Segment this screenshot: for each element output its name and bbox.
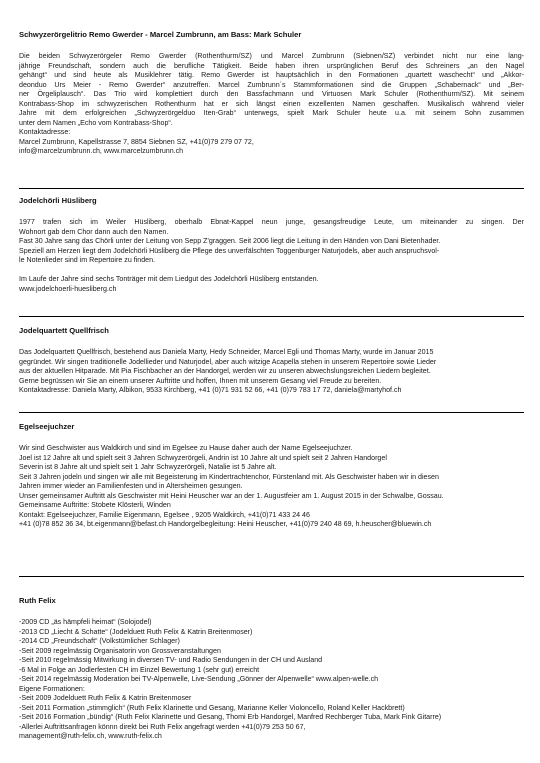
section-heading: Schwyzerörgelitrio Remo Gwerder - Marcel Zumbrunn, am Bass: Mark Schuler <box>19 30 302 39</box>
section-divider <box>19 412 524 413</box>
text-line: Kontaktadresse: <box>19 128 71 136</box>
list-item: -2009 CD „äs hämpfeli heimat“ (Solojodel) <box>19 618 152 626</box>
list-item: -Seit 2010 regelmässig Mitwirkung in diversen TV- und Radio Sendungen in der CH und Ausland <box>19 656 323 664</box>
section-divider <box>19 316 524 317</box>
text-line: Jahre mit dem erfolgreichen „Schwyzerörgelduo Iten-Grab“ unterwegs, spielt Mark Schuler heute u.a. mit seinem Sohn zusammen <box>19 109 524 117</box>
section-egelseejuchzer <box>19 422 524 530</box>
text-line: Marcel Zumbrunn, Kapellstrasse 7, 8854 Siebnen SZ, +41(0)79 279 07 72, <box>19 137 254 146</box>
section-jodelchoerli-huesliberg <box>19 196 524 294</box>
list-item: -Seit 2014 regelmässig Moderation bei TV-Alpenwelle, Live-Sendung „Gönner der Alpenwelle“ www.alpen-welle.ch <box>19 675 379 683</box>
section-body <box>19 618 524 742</box>
text-line: gehängt“ und sind heute als Musiklehrer tätig. Remo Gwerder ist hauptsächlich in den Formationen „quartett waschecht“ und „Akkor- <box>19 71 524 79</box>
text-line: Unser gemeinsamer Auftritt als Geschwister mit Heini Heuscher war an der 1. Augustfeier am 1. August 2015 in der Schwalbe, Gossau. <box>19 491 444 500</box>
paragraph-gap <box>19 266 524 276</box>
text-line: Seit 3 Jahren jodeln und singen wir alle mit Begeisterung im Kindertrachtenchor, Fürstenland mit. Als Geschwister haben wir in diesen <box>19 472 439 481</box>
section-schwyzeroergelitrio <box>19 30 524 157</box>
website-link[interactable]: www.jodelchoerli-huesliberg.ch <box>19 284 117 293</box>
list-item: -6 Mal in Folge an Jodlerfesten CH im Einzel Bewertung 1 (sehr gut) erreicht <box>19 665 260 674</box>
text-line: Speziell am Herzen liegt dem Jodelchörli Hüsliberg die Pflege des unverfälschten Toggenburger Naturjodels, aber auch anspruchsvol- <box>19 246 440 255</box>
section-body <box>19 444 524 530</box>
text-line: le Notenlieder sind im Repertoire zu finden. <box>19 256 156 264</box>
list-item: -2013 CD „Liecht & Schatte“ (Jodelduett Ruth Felix & Katrin Breitenmoser) <box>19 627 253 636</box>
list-item: -Seit 2011 Formation „stimmglich“ (Ruth Felix Klarinette und Gesang, Marianne Keller Violoncello, Roland Keller Hackbrett) <box>19 703 405 712</box>
text-line: Das Jodelquartett Quellfrisch, bestehend aus Daniela Marty, Hedy Schneider, Marcel Egli und Thomas Marty, wurde im Januar 2015 <box>19 348 434 356</box>
text-line: Joel ist 12 Jahre alt und spielt seit 3 Jahren Schwyzerörgeli, Andrin ist 10 Jahre alt und spielt seit 2 Jahren Handorgel <box>19 453 387 462</box>
section-ruth-felix <box>19 596 524 742</box>
text-line: jährige Freundschaft, sondern auch die berufliche Tätigkeit. Beide haben ihren ursprünglichen Beruf des Schreiners „an den Nagel <box>19 61 524 70</box>
text-line: Kontrabass-Shop im schwyzerischen Rothenthurm hat er sich längst einen exzellenten Namen geschaffen. Musikalisch während vieler <box>19 99 524 108</box>
text-line: Jahren immer wieder an Familienfesten und in Altersheimen gesungen. <box>19 482 243 490</box>
section-jodelquartett-quellfrisch <box>19 326 524 396</box>
contact-line[interactable]: Kontaktadresse: Daniela Marty, Albikon, 9533 Kirchberg, +41 (0)71 931 52 66, +41 (0)79 783 17 72, daniela@martyhof.ch <box>19 386 402 394</box>
contact-links[interactable]: management@ruth-felix.ch, www.ruth-felix.ch <box>19 732 162 740</box>
text-line: aus der aktuellen Hitparade. Mit Pia Fischbacher an der Handorgel, werden wir zu unseren abwechslungsreichen Liedern begleitet. <box>19 367 431 375</box>
list-item: -Seit 2009 regelmässig Organisatorin von Grossveranstaltungen <box>19 646 221 655</box>
text-line: deonduo Urs Meier - Remo Gwerder“ anzutreffen. Marcel Zumbrunn´s Stammformationen sind die Gruppen „Schabernack“ und „Ber- <box>19 80 524 89</box>
list-item: -Seit 2016 Formation „bündig“ (Ruth Felix Klarinette und Gesang, Thomi Erb Handorgel, Manfred Rechberger Tuba, Mark Fink Gitarre) <box>19 713 442 721</box>
list-item: -2014 CD „Freundschaft“ (Volkstümlicher Schlager) <box>19 637 180 645</box>
section-heading: Egelseejuchzer <box>19 422 75 431</box>
text-line: Fast 30 Jahre sang das Chörli unter der Leitung von Sepp Z'graggen. Seit 2006 liegt die Leitung in den Händen von Dani Bietenhader. <box>19 237 441 245</box>
contact-line[interactable]: +41 (0)78 852 36 34, bt.eigenmann@befast.ch Handorgelbegleitung: Heini Heuscher, +41(0)79 240 48 69, h.heuscher@bluewin.ch <box>19 520 432 528</box>
text-line: ner Örgeliplausch“. Das Trio wird komplettiert durch den Bassfachmann und Virtuosen Mark Schuler (Rothenthurm/SZ). Mit seinem <box>19 90 524 98</box>
text-line: unter dem Namen „Echo vom Kontrabass-Shop“. <box>19 118 173 127</box>
text-line: Gerne begrüssen wir Sie an einem unserer Auftritte und hoffen, Ihnen mit unserem Gesang viel Freude zu bereiten. <box>19 376 382 385</box>
text-line: Wohnort gab dem Chor dann auch den Namen. <box>19 227 169 236</box>
section-heading: Jodelquartett Quellfrisch <box>19 326 109 335</box>
section-body <box>19 52 524 157</box>
section-heading: Jodelchörli Hüsliberg <box>19 196 97 205</box>
text-line: Die beiden Schwyzerörgeler Remo Gwerder (Rothenthurm/SZ) und Marcel Zumbrunn (Siebnen/SZ) verbindet nicht nur eine lang- <box>19 52 524 60</box>
text-line: Kontakt: Egelseejuchzer, Familie Eigenmann, Egelsee , 9205 Waldkirch, +41(0)71 433 24 46 <box>19 510 310 519</box>
text-line: Gemeinsame Auftritte: Stobete Klösterli, Winden <box>19 501 171 509</box>
text-line: Severin ist 8 Jahre alt und spielt seit 1 Jahr Schwyzerörgeli, Natalie ist 5 Jahre alt. <box>19 463 277 471</box>
section-heading: Ruth Felix <box>19 596 56 605</box>
text-line: gegründet. Wir singen traditionelle Jodellieder und Naturjodel, aber auch witzige Acapella stehen in unserem Repertoire sowie Lieder <box>19 357 437 366</box>
text-line: Im Laufe der Jahre sind sechs Tonträger mit dem Liedgut des Jodelchörli Hüsliberg entstanden. <box>19 275 319 283</box>
text-line: 1977 trafen sich im Weiler Hüsliberg, oberhalb Ebnat-Kappel neun junge, gesangsfreudige Leute, um miteinander zu singen. Der <box>19 218 524 226</box>
list-item: -Allerlei Auftrittsanfragen könnn direkt bei Ruth Felix angefragt werden +41(0)79 253 50 67, <box>19 722 306 731</box>
section-divider <box>19 188 524 189</box>
list-item: -Seit 2009 Jodelduett Ruth Felix & Katrin Breitenmoser <box>19 694 192 702</box>
section-body <box>19 218 524 294</box>
contact-links[interactable]: info@marcelzumbrunn.ch, www.marcelzumbrunn.ch <box>19 147 184 155</box>
section-body <box>19 348 524 396</box>
text-line: Eigene Formationen: <box>19 684 85 693</box>
text-line: Wir sind Geschwister aus Waldkirch und sind im Egelsee zu Hause daher auch der Name Egelseejuchzer. <box>19 444 353 452</box>
section-divider <box>19 576 524 577</box>
